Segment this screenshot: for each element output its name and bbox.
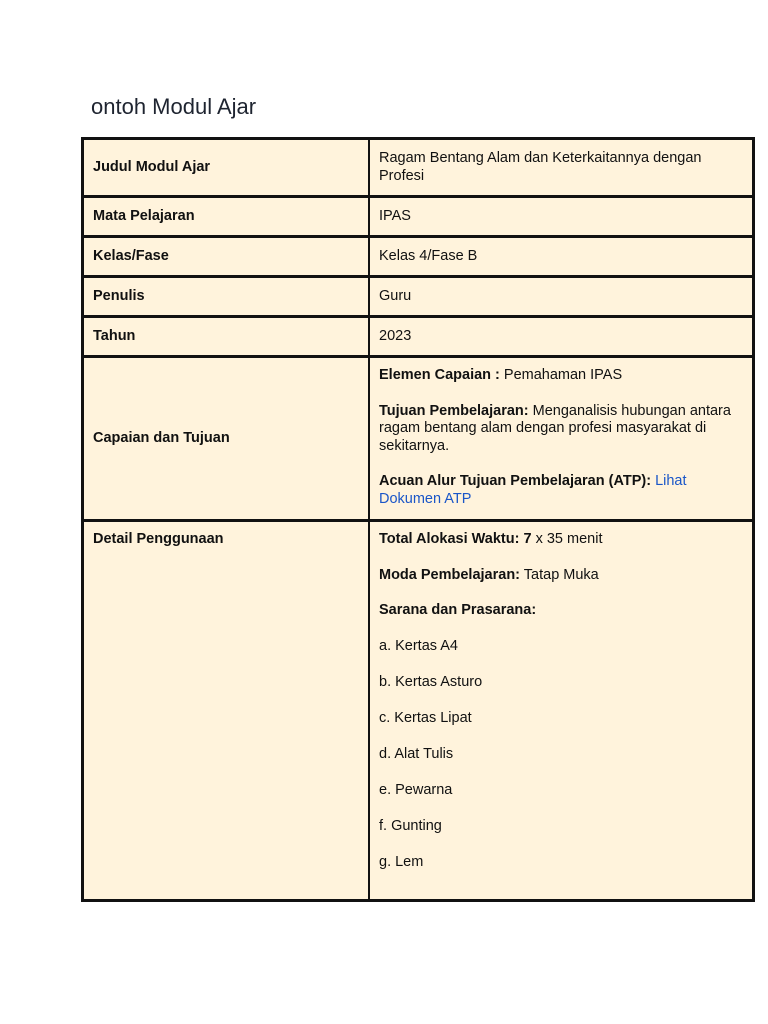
row-label-judul: Judul Modul Ajar bbox=[83, 139, 370, 196]
elemen-capaian-label: Elemen Capaian : bbox=[379, 367, 500, 383]
row-value-detail bbox=[370, 520, 753, 900]
module-info-table bbox=[81, 137, 755, 902]
row-value-mapel: IPAS bbox=[370, 196, 753, 236]
elemen-capaian-value: Pemahaman IPAS bbox=[499, 367, 623, 383]
atp-paragraph bbox=[379, 473, 743, 508]
tujuan-pembelajaran-label: Tujuan Pembelajaran: bbox=[379, 402, 529, 419]
alokasi-waktu-label: Total Alokasi Waktu: 7 bbox=[379, 531, 532, 547]
table-row-capaian bbox=[83, 356, 753, 520]
table-row-tahun bbox=[83, 316, 753, 356]
sarana-item: d. Alat Tulis bbox=[379, 745, 454, 762]
row-value-tahun: 2023 bbox=[370, 316, 753, 356]
row-label-mapel: Mata Pelajaran bbox=[83, 196, 370, 236]
table-row-mapel bbox=[83, 196, 753, 236]
tujuan-pembelajaran-value: Menganalisis hubungan antara ragam bentang alam dengan profesi masyarakat di sekitarnya. bbox=[379, 402, 731, 454]
row-label-penulis: Penulis bbox=[83, 276, 370, 316]
moda-label: Moda Pembelajaran: bbox=[379, 566, 521, 583]
sarana-label: Sarana dan Prasarana: bbox=[379, 602, 537, 618]
row-value-penulis: Guru bbox=[370, 276, 753, 316]
atp-document-link[interactable]: Lihat Dokumen ATP bbox=[379, 473, 687, 507]
row-label-detail: Detail Penggunaan bbox=[83, 520, 370, 900]
document-title: ontoh Modul Ajar bbox=[91, 94, 257, 119]
moda-paragraph bbox=[379, 567, 743, 585]
table-row-judul bbox=[83, 139, 753, 196]
moda-value: Tatap Muka bbox=[520, 566, 599, 583]
elemen-capaian-paragraph bbox=[379, 367, 743, 385]
sarana-item: e. Pewarna bbox=[379, 781, 453, 798]
sarana-item: c. Kertas Lipat bbox=[379, 709, 472, 726]
row-value-capaian bbox=[370, 356, 753, 520]
table-row-penulis bbox=[83, 276, 753, 316]
row-label-capaian: Capaian dan Tujuan bbox=[83, 356, 370, 520]
row-label-tahun: Tahun bbox=[83, 316, 370, 356]
sarana-item: b. Kertas Asturo bbox=[379, 673, 483, 690]
tujuan-pembelajaran-paragraph bbox=[379, 403, 743, 456]
sarana-item: f. Gunting bbox=[379, 817, 442, 834]
table-row-detail bbox=[83, 520, 753, 900]
sarana-item: g. Lem bbox=[379, 853, 424, 870]
sarana-item: a. Kertas A4 bbox=[379, 637, 458, 654]
row-value-kelas: Kelas 4/Fase B bbox=[370, 236, 753, 276]
alokasi-waktu-value: x 35 menit bbox=[531, 531, 603, 547]
row-label-kelas: Kelas/Fase bbox=[83, 236, 370, 276]
table-row-kelas bbox=[83, 236, 753, 276]
row-value-judul: Ragam Bentang Alam dan Keterkaitannya dengan Profesi bbox=[370, 139, 753, 196]
alokasi-waktu-paragraph bbox=[379, 531, 743, 549]
atp-label: Acuan Alur Tujuan Pembelajaran (ATP): bbox=[379, 473, 652, 489]
